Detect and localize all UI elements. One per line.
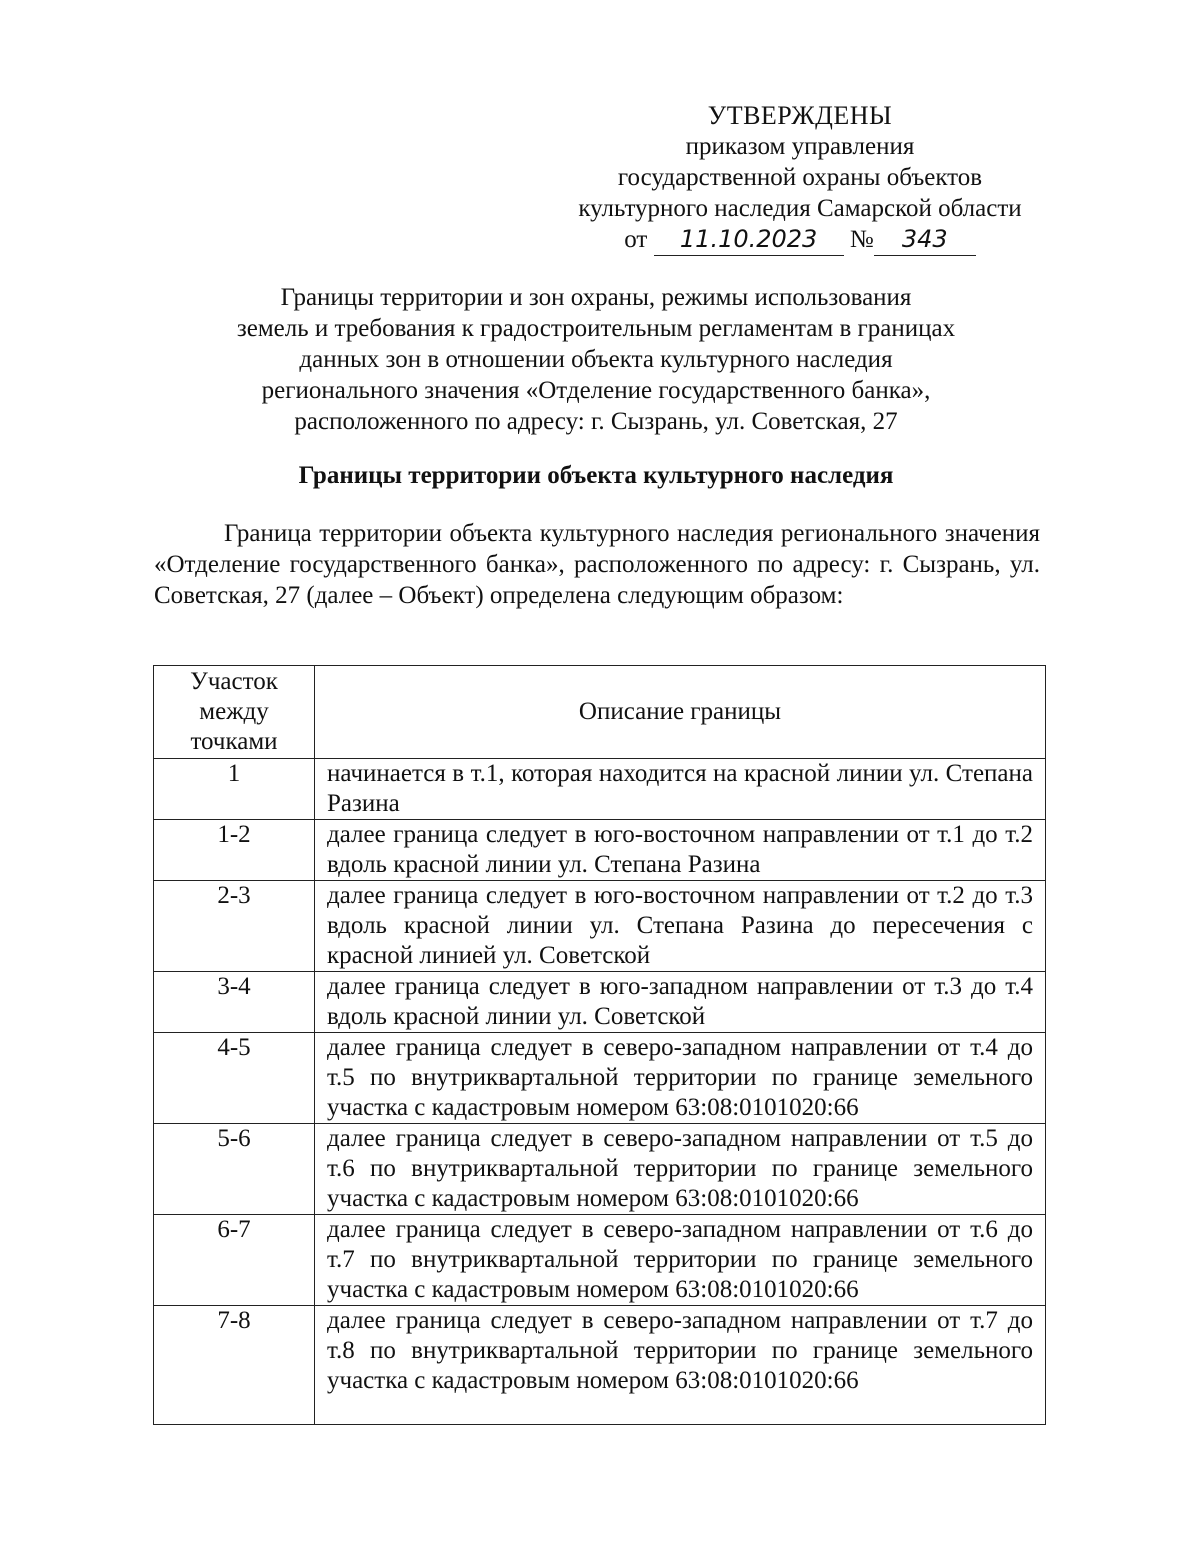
approval-date-line xyxy=(540,224,1060,256)
table-row xyxy=(154,820,1046,881)
boundary-table xyxy=(153,665,1046,1425)
description-cell: далее граница следует в юго-восточном направлении от т.1 до т.2 вдоль красной линии ул. Степана Разина xyxy=(315,820,1046,881)
segment-cell: 3-4 xyxy=(154,972,315,1033)
description-cell: начинается в т.1, которая находится на красной линии ул. Степана Разина xyxy=(315,759,1046,820)
segment-cell: 6-7 xyxy=(154,1215,315,1306)
table-row xyxy=(154,1215,1046,1306)
table-row xyxy=(154,1306,1046,1425)
segment-cell: 4-5 xyxy=(154,1033,315,1124)
description-cell: далее граница следует в северо-западном направлении от т.4 до т.5 по внутриквартальной территории по границе земельного участка с кадастровым номером 63:08:0101020:66 xyxy=(315,1033,1046,1124)
segment-cell: 1 xyxy=(154,759,315,820)
number-prefix: № xyxy=(849,226,874,253)
description-cell: далее граница следует в северо-западном направлении от т.5 до т.6 по внутриквартальной территории по границе земельного участка с кадастровым номером 63:08:0101020:66 xyxy=(315,1124,1046,1215)
date-prefix: от xyxy=(624,226,648,253)
header-segment xyxy=(154,666,315,759)
approval-line-3: культурного наследия Самарской области xyxy=(578,195,1022,222)
header-segment-line-2: между xyxy=(199,698,269,725)
handwritten-number: 343 xyxy=(874,224,976,256)
segment-cell: 5-6 xyxy=(154,1124,315,1215)
description-cell: далее граница следует в юго-западном направлении от т.3 до т.4 вдоль красной линии ул. Советской xyxy=(315,972,1046,1033)
table-row xyxy=(154,1033,1046,1124)
segment-cell: 2-3 xyxy=(154,881,315,972)
approval-line-1: приказом управления xyxy=(685,133,915,160)
table-row xyxy=(154,881,1046,972)
document-title xyxy=(150,282,1042,437)
approval-heading: УТВЕРЖДЕНЫ xyxy=(707,101,893,130)
description-cell: далее граница следует в северо-западном направлении от т.7 до т.8 по внутриквартальной территории по границе земельного участка с кадастровым номером 63:08:0101020:66 xyxy=(315,1306,1046,1425)
header-segment-line-1: Участок xyxy=(190,668,278,695)
table-row xyxy=(154,759,1046,820)
table-row xyxy=(154,1124,1046,1215)
title-line-3: данных зон в отношении объекта культурного наследия xyxy=(299,346,893,373)
segment-cell: 1-2 xyxy=(154,820,315,881)
table-row xyxy=(154,972,1046,1033)
title-line-4: регионального значения «Отделение государственного банка», xyxy=(261,377,931,404)
segment-cell: 7-8 xyxy=(154,1306,315,1425)
title-line-1: Границы территории и зон охраны, режимы использования xyxy=(280,284,912,311)
section-heading: Границы территории объекта культурного наследия xyxy=(298,462,894,489)
title-line-5: расположенного по адресу: г. Сызрань, ул. Советская, 27 xyxy=(294,408,898,435)
header-segment-line-3: точками xyxy=(190,728,278,755)
description-cell: далее граница следует в северо-западном направлении от т.6 до т.7 по внутриквартальной территории по границе земельного участка с кадастровым номером 63:08:0101020:66 xyxy=(315,1215,1046,1306)
handwritten-date: 11.10.2023 xyxy=(654,224,844,256)
approval-line-2: государственной охраны объектов xyxy=(617,164,983,191)
header-description: Описание границы xyxy=(315,666,1046,759)
table-header-row xyxy=(154,666,1046,759)
description-cell: далее граница следует в юго-восточном направлении от т.2 до т.3 вдоль красной линии ул. Степана Разина до пересечения с красной линией ул. Советской xyxy=(315,881,1046,972)
title-line-2: земель и требования к градостроительным регламентам в границах xyxy=(236,315,956,342)
intro-paragraph: Граница территории объекта культурного наследия регионального значения «Отделение государственного банка», расположенного по адресу: г. Сызрань, ул. Советская, 27 (далее – Объект) определена следующим образом: xyxy=(154,520,1040,609)
approval-block xyxy=(540,100,1060,256)
